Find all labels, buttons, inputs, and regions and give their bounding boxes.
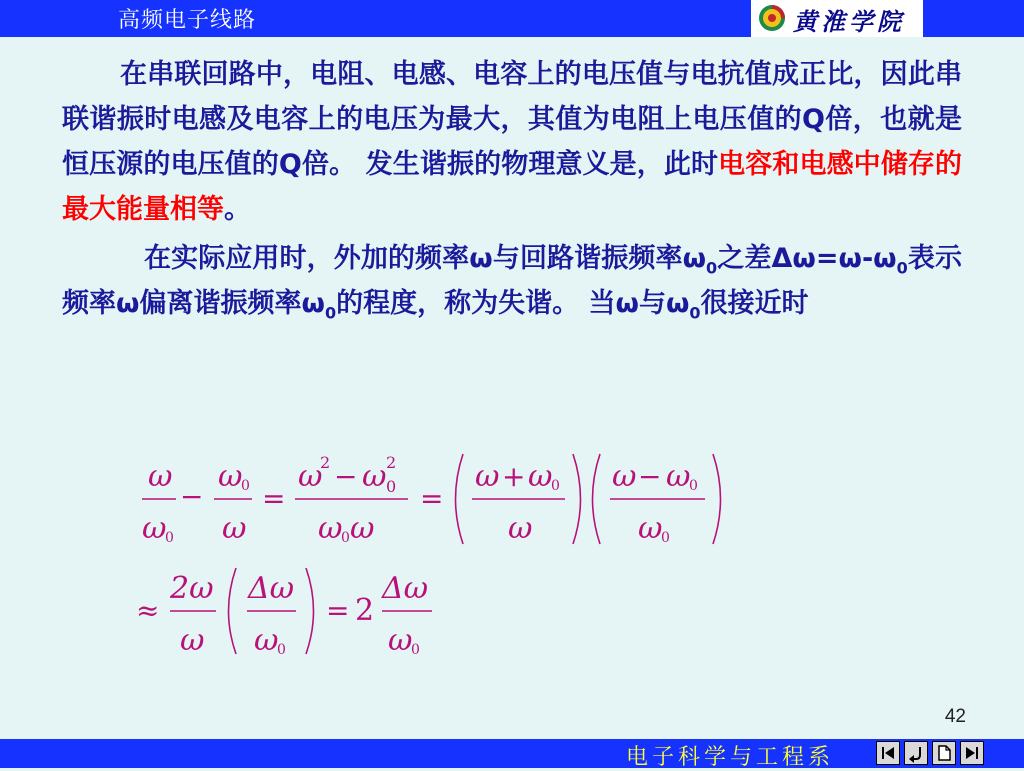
formula-subscript: 0 [241,478,250,494]
paragraph-end: 。 [224,194,251,225]
formula-subscript: 0 [386,477,397,496]
formula-omega: ω [222,511,247,546]
formula-subscript: 0 [165,530,174,546]
formula-subscript: 0 [277,642,286,658]
formula-omega: ω [388,623,413,658]
formula-omega: ω [612,459,637,494]
formula-omega: ω [180,623,205,658]
first-page-icon[interactable] [876,741,900,765]
formula-omega: ω [318,511,343,546]
formula-omega: ω [350,511,375,546]
formula-subscript: 0 [341,530,350,546]
department-name: 电子科学与工程系 [626,745,835,770]
logo-text: 黄淮学院 [793,7,905,36]
formula-graphic [130,448,750,668]
subscript-zero: 0 [896,258,908,278]
last-page-icon[interactable] [960,741,984,765]
paragraph-series-resonance [62,52,962,232]
formula-omega: ω [666,459,691,494]
formula-subscript: 0 [411,642,420,658]
paragraph-text: 在实际应用时，外加的频率ω与回路谐振频率ω [144,243,707,274]
course-title: 高频电子线路 [118,8,257,33]
slide-content [62,52,962,326]
formula-subscript: 0 [689,478,698,494]
logo [749,0,923,37]
paragraph-text: 之差Δω=ω-ω [717,243,897,274]
formula-plus: + [502,460,526,493]
formula-two-omega: 2ω [170,571,214,606]
formula-minus: − [180,480,204,513]
formula-omega: ω [148,459,173,494]
detuning-formula [130,448,750,668]
page-number: 42 [944,706,966,727]
paragraph-text: 在串联回路中，电阻、电感、电容上的电压值与电抗值成正比，因此串联谐振时电感及电容上的电压为最大，其值为电阻上电压值的Q倍，也就是恒压源的电压值的Q倍。 发生谐振的物理意义是，此时 [62,59,962,180]
formula-delta-omega: Δω [248,571,295,606]
subscript-zero: 0 [689,303,701,323]
formula-minus: − [638,460,662,493]
university-logo-icon [757,3,787,33]
subscript-zero: 0 [706,258,718,278]
subscript-zero: 0 [324,303,337,323]
formula-omega: ω [254,623,279,658]
formula-exponent: 2 [320,453,331,472]
formula-omega: ω [362,459,387,494]
formula-subscript: 0 [551,478,560,494]
formula-equals: = [262,482,286,515]
paragraph-detuning [62,236,962,326]
formula-exponent: 2 [386,453,397,472]
formula-subscript: 0 [661,530,670,546]
formula-omega: ω [528,459,553,494]
footer-bar [0,739,1024,768]
page-icon[interactable] [932,741,956,765]
formula-coefficient: 2 [355,593,375,628]
formula-omega: ω [508,511,533,546]
formula-equals: = [326,594,350,627]
formula-delta-omega: Δω [382,571,429,606]
paragraph-text: 很接近时 [700,288,809,319]
formula-omega: ω [638,511,663,546]
back-icon[interactable] [904,741,928,765]
formula-omega: ω [475,459,500,494]
formula-equals: = [420,482,444,515]
formula-omega: ω [142,511,167,546]
formula-minus: − [334,460,358,493]
paragraph-text: 的程度，称为失谐。 当ω与ω [336,288,690,319]
formula-omega: ω [298,459,323,494]
header-bar [0,0,1024,37]
highlighted-text: 电容和电感中储存的最大能量相等 [62,149,963,225]
paragraph-text: 表示频率ω偏离谐振频率ω [62,243,962,319]
formula-approx: ≈ [136,594,160,627]
formula-omega: ω [218,459,243,494]
